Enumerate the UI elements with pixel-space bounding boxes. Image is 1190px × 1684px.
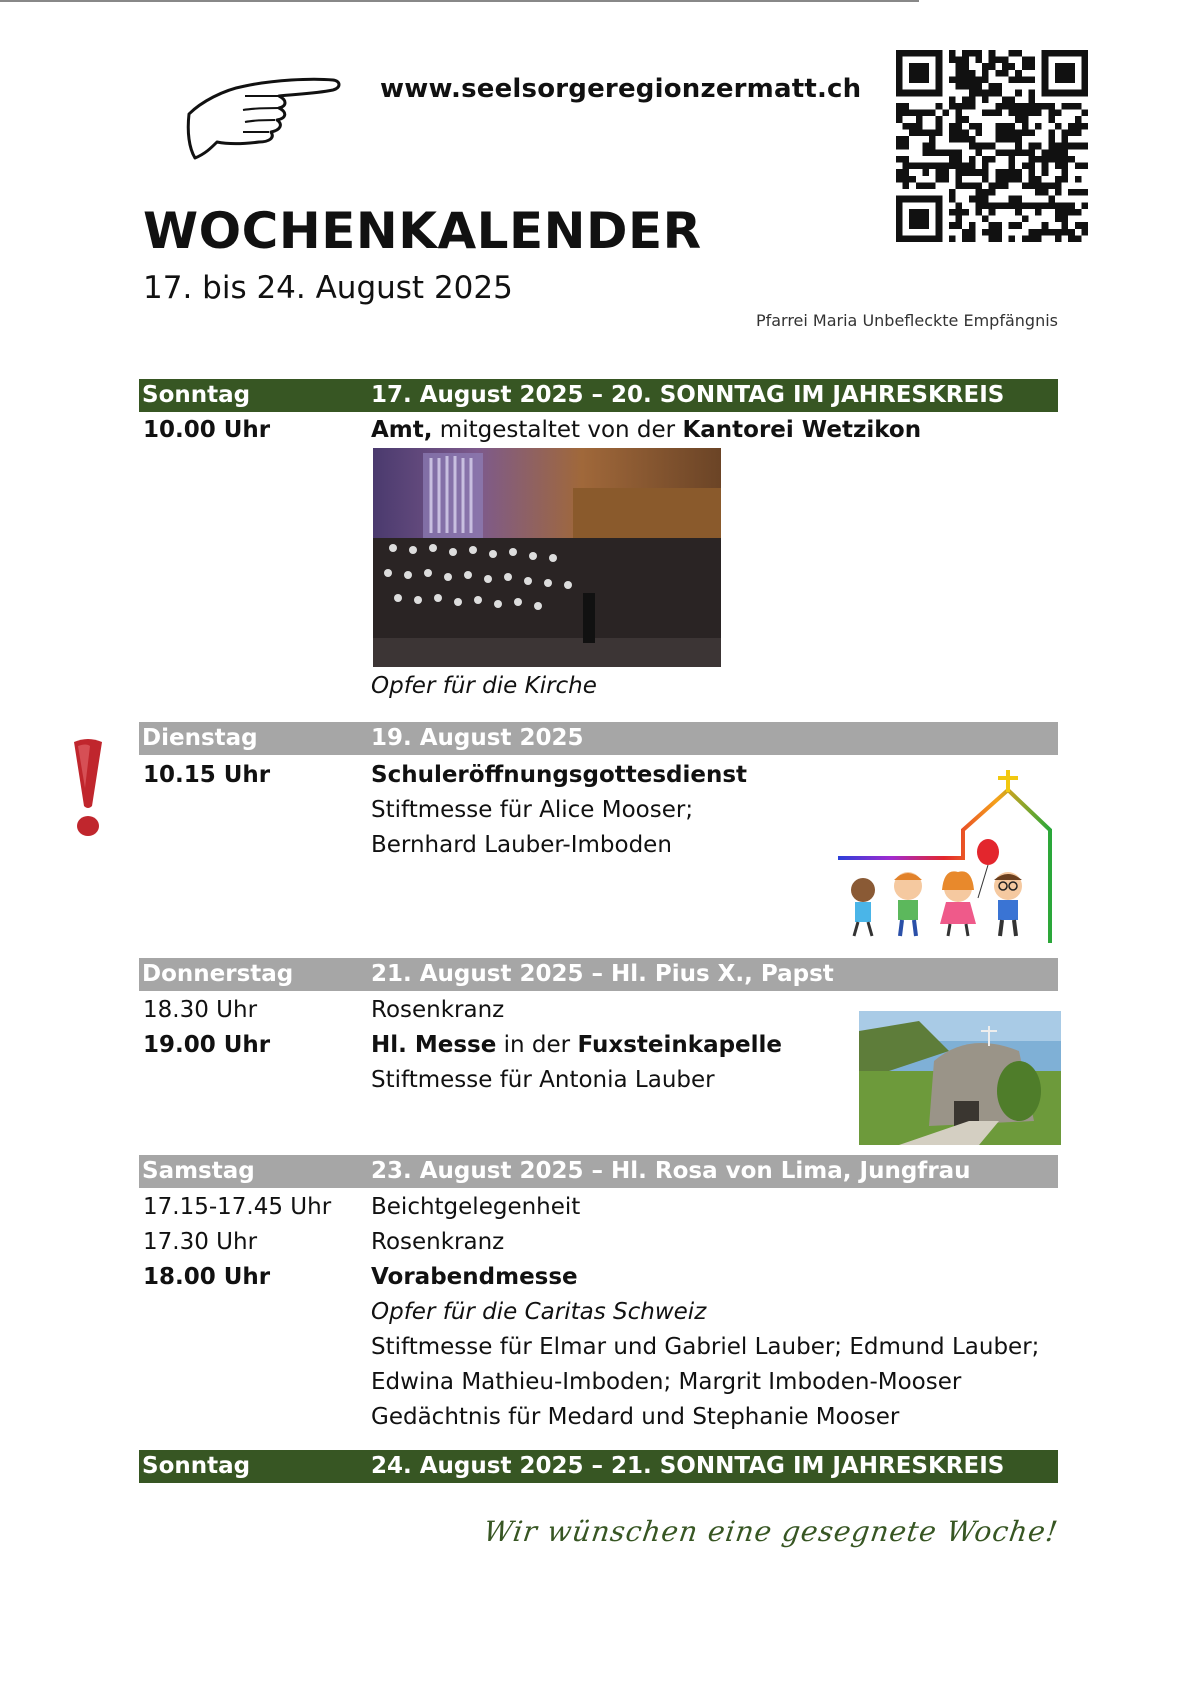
day-header-tuesday bbox=[139, 722, 1058, 755]
closing-greeting: Wir wünschen eine gesegnete Woche! bbox=[481, 1515, 1061, 1548]
page-title: WOCHENKALENDER bbox=[143, 202, 702, 260]
parish-name: Pfarrei Maria Unbefleckte Empfängnis bbox=[755, 311, 1058, 330]
entry-text bbox=[371, 417, 921, 443]
day-description: 19. August 2025 bbox=[371, 725, 584, 751]
service-title: Rosenkranz bbox=[371, 997, 505, 1023]
service-title: Beichtgelegenheit bbox=[371, 1194, 581, 1220]
mass-intention: Edwina Mathieu-Imboden; Margrit Imboden-Mooser bbox=[371, 1369, 962, 1395]
website-url[interactable]: www.seelsorgeregionzermatt.ch bbox=[380, 74, 862, 104]
entry-text bbox=[371, 1032, 782, 1058]
service-title: Rosenkranz bbox=[371, 1229, 505, 1255]
school-children-illustration bbox=[838, 768, 1058, 943]
header-divider bbox=[0, 0, 919, 2]
entry-time: 18.00 Uhr bbox=[143, 1264, 271, 1290]
service-type: Amt, bbox=[371, 417, 433, 443]
entry-time: 19.00 Uhr bbox=[143, 1032, 271, 1058]
pointing-hand-icon bbox=[183, 72, 343, 164]
memorial-note: Gedächtnis für Medard und Stephanie Mooser bbox=[371, 1404, 900, 1430]
day-header-sunday bbox=[139, 379, 1058, 412]
day-header-saturday bbox=[139, 1155, 1058, 1188]
day-header-sunday-next bbox=[139, 1450, 1058, 1483]
exclamation-icon bbox=[68, 738, 108, 840]
day-description: 21. August 2025 – Hl. Pius X., Papst bbox=[371, 961, 834, 987]
day-name: Dienstag bbox=[142, 725, 258, 751]
day-description: 23. August 2025 – Hl. Rosa von Lima, Jungfrau bbox=[371, 1158, 971, 1184]
mass-intention: Stiftmesse für Alice Mooser; bbox=[371, 797, 694, 823]
service-detail: mitgestaltet von der bbox=[432, 417, 683, 443]
mass-intention: Bernhard Lauber-Imboden bbox=[371, 832, 672, 858]
service-title: Vorabendmesse bbox=[371, 1264, 578, 1290]
day-header-thursday bbox=[139, 958, 1058, 991]
entry-time: 17.15-17.45 Uhr bbox=[143, 1194, 332, 1220]
chapel-photo bbox=[859, 1011, 1061, 1145]
day-name: Donnerstag bbox=[142, 961, 294, 987]
service-title: Schuleröffnungsgottesdienst bbox=[371, 762, 748, 788]
choir-concert-photo bbox=[373, 448, 721, 667]
entry-time: 18.30 Uhr bbox=[143, 997, 258, 1023]
mass-intention: Stiftmesse für Antonia Lauber bbox=[371, 1067, 715, 1093]
day-name: Sonntag bbox=[142, 1453, 251, 1479]
mass-intention: Stiftmesse für Elmar und Gabriel Lauber; Edmund Lauber; bbox=[371, 1334, 1040, 1360]
day-description: 24. August 2025 – 21. SONNTAG IM JAHRESKREIS bbox=[371, 1453, 1005, 1479]
entry-time: 17.30 Uhr bbox=[143, 1229, 258, 1255]
date-range: 17. bis 24. August 2025 bbox=[143, 270, 513, 306]
entry-time: 10.00 Uhr bbox=[143, 417, 271, 443]
choir-name: Kantorei Wetzikon bbox=[682, 417, 922, 443]
day-name: Sonntag bbox=[142, 382, 251, 408]
qr-code[interactable] bbox=[896, 50, 1088, 242]
day-name: Samstag bbox=[142, 1158, 255, 1184]
entry-time: 10.15 Uhr bbox=[143, 762, 271, 788]
service-detail: in der bbox=[496, 1032, 578, 1058]
offering-note: Opfer für die Caritas Schweiz bbox=[371, 1299, 707, 1325]
service-type: Hl. Messe bbox=[371, 1032, 497, 1058]
offering-note: Opfer für die Kirche bbox=[371, 673, 597, 699]
day-description: 17. August 2025 – 20. SONNTAG IM JAHRESKREIS bbox=[371, 382, 1005, 408]
chapel-name: Fuxsteinkapelle bbox=[577, 1032, 783, 1058]
